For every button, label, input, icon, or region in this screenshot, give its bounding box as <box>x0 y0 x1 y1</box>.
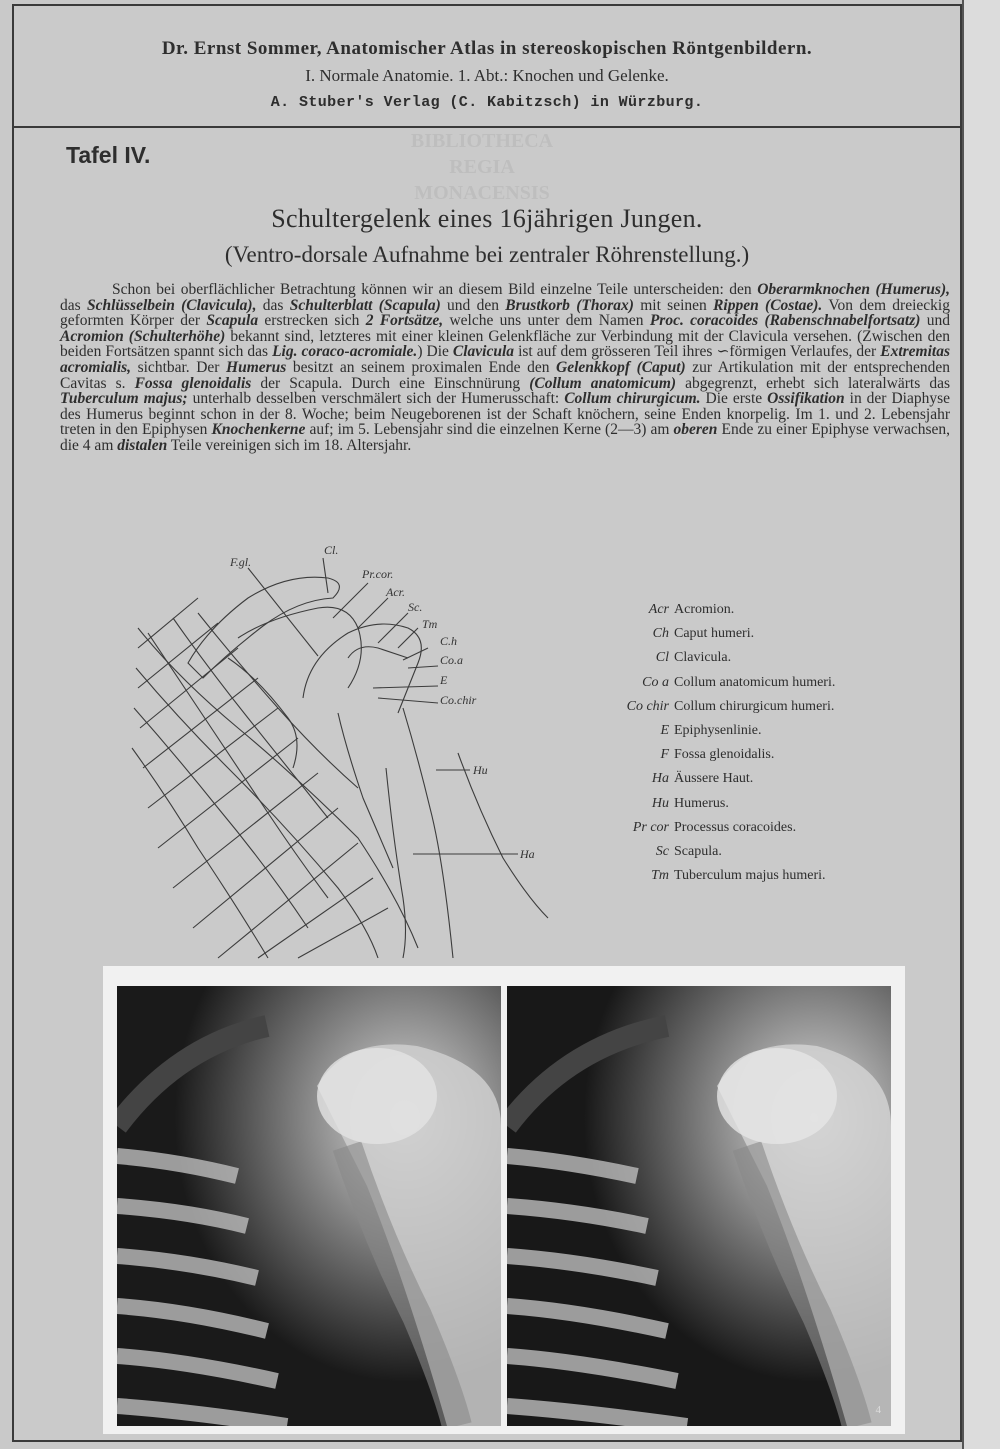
header-publisher: A. Stuber's Verlag (C. Kabitzsch) in Würzburg. <box>270 94 704 111</box>
header-title: Dr. Ernst Sommer, Anatomischer Atlas in stereoskopischen Röntgenbildern. <box>161 38 813 59</box>
legend-item: Ch Caput humeri. <box>652 626 755 642</box>
stereo-xray-pair <box>103 966 905 1434</box>
photo-number: 4 <box>875 1404 881 1416</box>
label-acr: Acr. <box>386 585 405 599</box>
header-subtitle: I. Normale Anatomie. 1. Abt.: Knochen und Gelenke. <box>305 66 669 85</box>
legend-item: Acr Acromion. <box>648 602 735 617</box>
label-ha: Ha <box>520 847 535 861</box>
legend-item: Ha Äussere Haut. <box>651 771 754 787</box>
legend-item: Co chir Collum chirurgicum humeri. <box>626 698 835 714</box>
label-cl: Cl. <box>324 543 339 557</box>
legend-item: Cl Clavicula. <box>655 650 732 666</box>
label-tm: Tm <box>422 617 438 631</box>
legend-item: F Fossa glenoidalis. <box>660 747 775 763</box>
label-cochir: Co.chir <box>440 693 477 707</box>
label-ch: C.h <box>440 634 458 648</box>
legend-item: E Epiphysenlinie. <box>660 722 762 738</box>
label-fgl: F.gl. <box>230 555 252 569</box>
shoulder-diagram <box>118 538 598 968</box>
label-prcor: Pr.cor. <box>362 567 394 581</box>
label-hu: Hu <box>473 763 488 777</box>
legend-item: Pr cor Processus coracoides. <box>632 819 797 835</box>
label-e: E <box>440 673 448 687</box>
label-sc: Sc. <box>408 600 423 614</box>
description-text: Schon bei oberflächlicher Betrachtung können wir an diesem Bild einzelne Teile unterscheiden: den Oberarmknochen (Humerus), das Schlüsselbein (Clavicula), das Schulterblatt (Scapula) und den Brustkorb (Thorax) mit seinen Rippen (Costae). Von dem dreieckig geformten Körper der Scapula erstrecken sich 2 Fortsätze, welche uns unter dem Namen Proc. coracoides (Rabenschnabelfortsatz) und Acromion (Schulterhöhe) bekannt sind, letzteres mit einer kleinen Gelenkfläche zur Verbindung mit der Clavicula versehen. (Zwischen den beiden Fortsätzen spannt sich das Lig. coraco-acromiale.) Die Clavicula ist auf dem grösseren Teil ihres ∽förmigen Verlaufes, der Extremitas acromialis, sichtbar. Der Humerus besitzt an seinem proximalen Ende den Gelenkkopf (Caput) zur Artikulation mit der entsprechenden Cavitas s. Fossa glenoidalis der Scapula. Durch eine Einschnürung (Collum anatomicum) abgegrenzt, erhebt sich lateralwärts das Tuberculum majus; unterhalb desselben verschmälert sich der Humerusschaft: Collum chirurgicum. Die erste Ossifikation in der Diaphyse des Humerus beginnt schon in der 8. Woche; beim Neugeborenen ist der Schaft knöchern, seine Enden knorpelig. Im 1. und 2. Lebensjahr treten in den Epiphysen Knochenkerne auf; im 5. Lebensjahr sind die einzelnen Kerne (2—3) am oberen Ende zu einer Epiphyse verwachsen, die 4 am distalen Teile vereinigen sich im 18. Altersjahr. <box>60 281 951 454</box>
legend-list <box>599 602 899 892</box>
legend-item: Co a Collum anatomicum humeri. <box>642 674 836 690</box>
library-stamp: BIBLIOTHECA REGIA MONACENSIS <box>410 130 554 204</box>
label-coa: Co.a <box>440 653 464 667</box>
plate-number: Tafel IV. <box>66 142 151 168</box>
page-edge <box>962 0 1000 1449</box>
page-title: Schultergelenk eines 16jährigen Jungen. <box>271 204 703 233</box>
legend-item: Tm Tuberculum majus humeri. <box>651 868 826 884</box>
legend-item: Sc Scapula. <box>655 843 722 859</box>
legend-item: Hu Humerus. <box>651 795 729 811</box>
page-subtitle: (Ventro-dorsale Aufnahme bei zentraler Röhrenstellung.) <box>224 242 750 267</box>
xray-left <box>117 986 501 1426</box>
xray-right <box>507 986 891 1426</box>
